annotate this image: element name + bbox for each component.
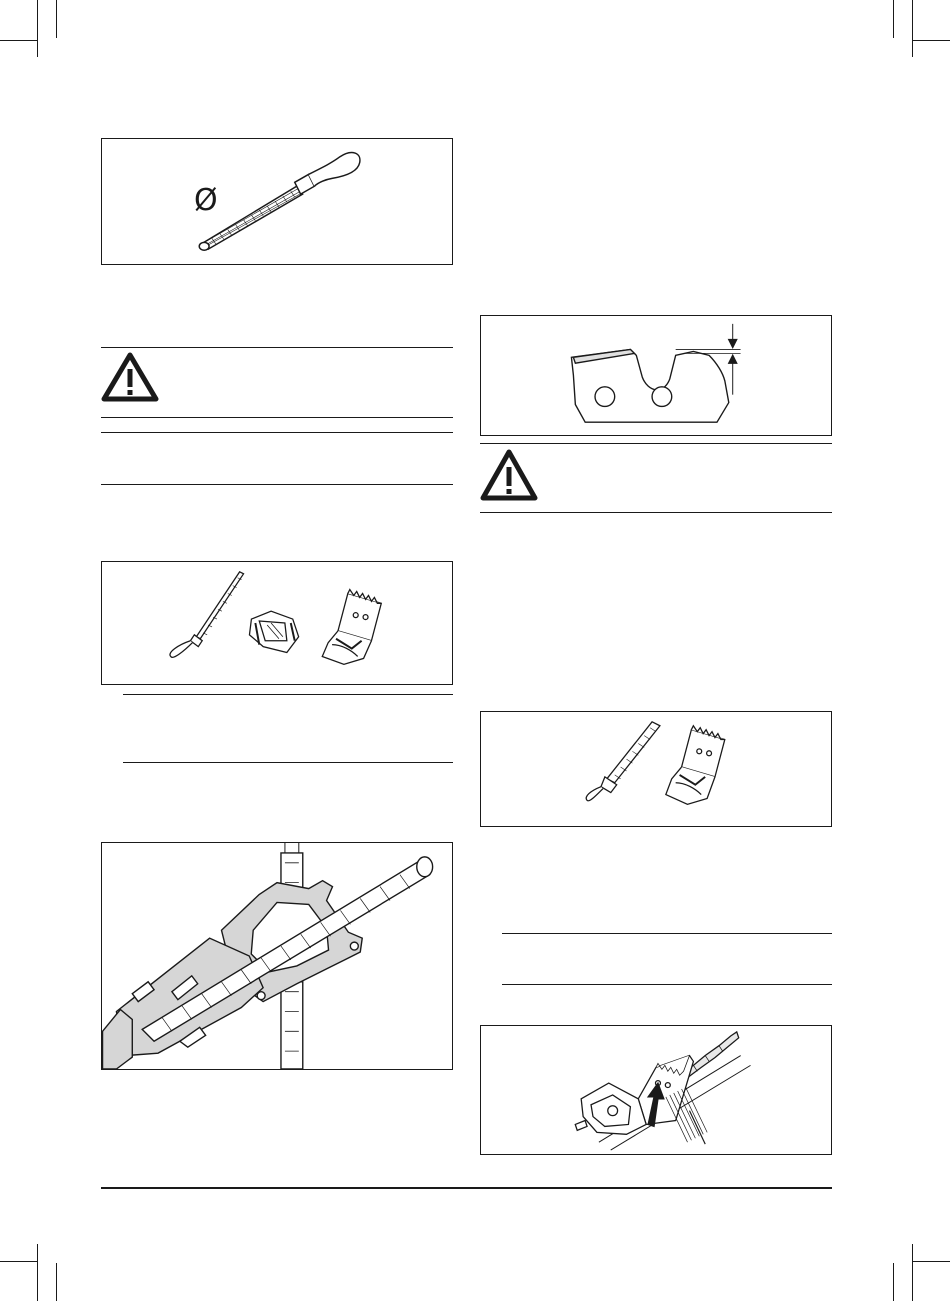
warning-triangle-icon <box>101 352 159 402</box>
round-file-icon <box>170 572 244 658</box>
warning2-top-rule <box>480 443 832 444</box>
file-holder-icon <box>249 611 298 652</box>
cutter-depth-gauge-icon <box>481 316 831 435</box>
note-bottom-rule <box>101 484 453 485</box>
tip2-bottom-rule <box>502 984 832 985</box>
tip2-top-rule <box>502 933 832 934</box>
note-top-rule <box>101 432 453 433</box>
figure-flat-file-gauge <box>480 711 832 827</box>
figure-file-kit <box>101 561 453 685</box>
warning-bottom-rule <box>101 417 453 418</box>
footer-rule <box>101 1187 832 1189</box>
depth-gauge-tool-icon <box>666 726 725 805</box>
figure-file-in-holder <box>101 842 453 1070</box>
tip-bottom-rule <box>123 762 453 763</box>
round-file-icon <box>102 139 452 264</box>
depth-gauge-tool-icon <box>322 590 381 665</box>
figure-file-diameter <box>101 138 453 265</box>
tip-top-rule <box>123 694 453 695</box>
figure-gauge-on-chain <box>480 1025 832 1155</box>
warning-top-rule <box>101 347 453 348</box>
flat-file-icon <box>586 722 660 801</box>
file-holder-on-chain-icon <box>102 843 452 1069</box>
figure-depth-gauge-setting <box>480 315 832 436</box>
warning-triangle-icon <box>480 449 538 501</box>
warning2-bottom-rule <box>480 512 832 513</box>
gauge-on-chain-icon <box>481 1026 831 1154</box>
diameter-symbol: Ø <box>194 183 218 218</box>
